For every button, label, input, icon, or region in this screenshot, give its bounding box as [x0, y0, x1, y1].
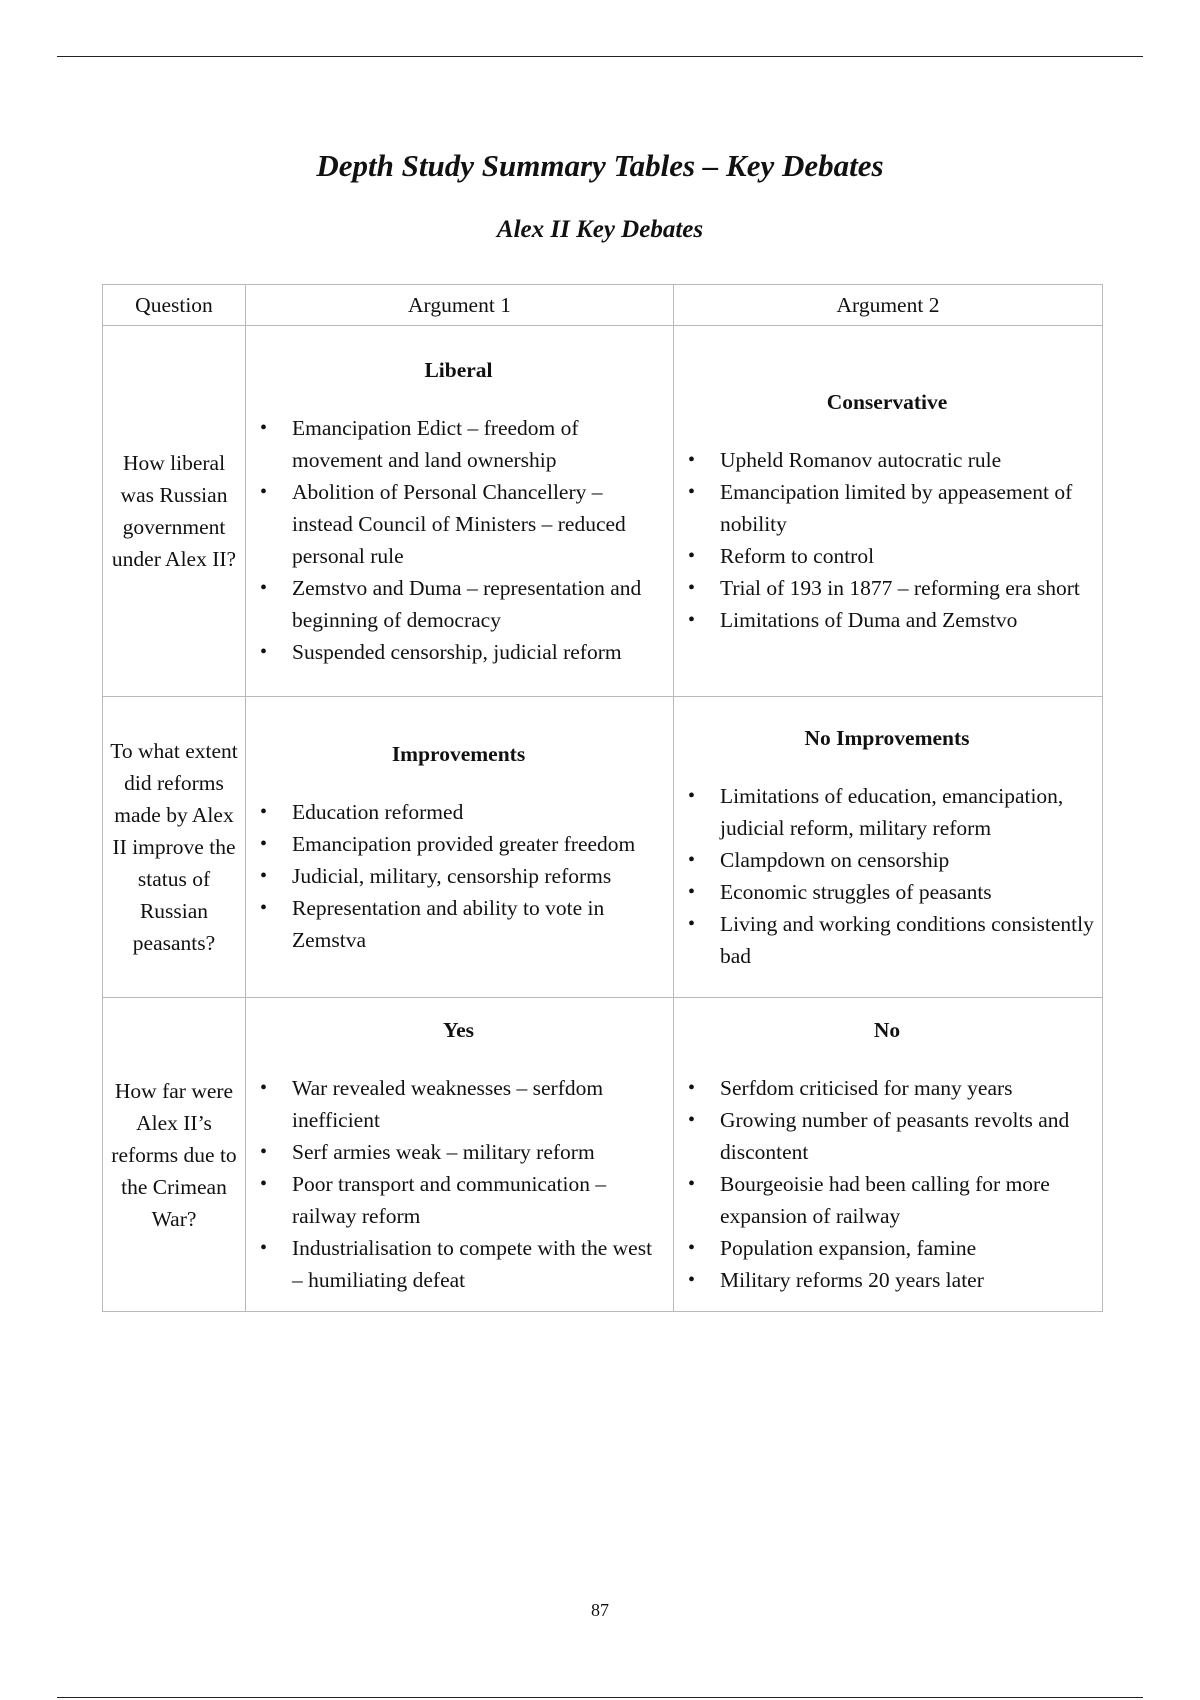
table-header-row: [103, 285, 1103, 326]
argument-heading: Conservative: [826, 390, 948, 414]
list-item: • Education reformed: [252, 796, 665, 828]
list-item: • Suspended censorship, judicial reform: [252, 636, 665, 668]
list-item: • Trial of 193 in 1877 – reforming era short: [680, 572, 1094, 604]
list-item: • Growing number of peasants revolts and discontent: [680, 1104, 1094, 1168]
page-subtitle: Alex II Key Debates: [496, 216, 704, 243]
argument-list: [252, 412, 665, 668]
argument-1-cell: [246, 697, 674, 998]
list-item: • Serf armies weak – military reform: [252, 1136, 665, 1168]
argument-1-cell: [246, 326, 674, 697]
list-item: • Emancipation provided greater freedom: [252, 828, 665, 860]
table-row: [103, 998, 1103, 1312]
list-item: • Poor transport and communication – railway reform: [252, 1168, 665, 1232]
list-item: • Serfdom criticised for many years: [680, 1072, 1094, 1104]
list-item: • Limitations of education, emancipation, judicial reform, military reform: [680, 780, 1094, 844]
question-cell: To what extent did reforms made by Alex II improve the status of Russian peasants?: [103, 697, 246, 998]
list-item: • Zemstvo and Duma – representation and beginning of democracy: [252, 572, 665, 636]
argument-heading: Yes: [442, 1017, 475, 1042]
argument-2-cell: [674, 697, 1103, 998]
column-header-argument-2: Argument 2: [674, 285, 1103, 326]
list-item: • Clampdown on censorship: [680, 844, 1094, 876]
argument-list: [680, 780, 1094, 972]
question-cell: How liberal was Russian government under Alex II?: [103, 326, 246, 697]
list-item: • Representation and ability to vote in Zemstva: [252, 892, 665, 956]
list-item: • War revealed weaknesses – serfdom inefficient: [252, 1072, 665, 1136]
column-header-argument-1: Argument 1: [246, 285, 674, 326]
list-item: • Population expansion, famine: [680, 1232, 1094, 1264]
argument-heading: No: [873, 1017, 901, 1042]
argument-2-cell: [674, 326, 1103, 697]
column-header-question: Question: [103, 285, 246, 326]
list-item: • Bourgeoisie had been calling for more expansion of railway: [680, 1168, 1094, 1232]
argument-list: [252, 796, 665, 956]
top-rule: [57, 56, 1143, 57]
key-debates-table: [102, 284, 1103, 1312]
table-row: [103, 697, 1103, 998]
argument-1-cell: [246, 998, 674, 1312]
list-item: • Emancipation limited by appeasement of nobility: [680, 476, 1094, 540]
list-item: • Upheld Romanov autocratic rule: [680, 444, 1094, 476]
list-item: • Judicial, military, censorship reforms: [252, 860, 665, 892]
list-item: • Military reforms 20 years later: [680, 1264, 1094, 1296]
list-item: • Reform to control: [680, 540, 1094, 572]
argument-list: [252, 1072, 665, 1296]
list-item: • Limitations of Duma and Zemstvo: [680, 604, 1094, 636]
list-item: • Living and working conditions consistently bad: [680, 908, 1094, 972]
bottom-rule: [57, 1697, 1143, 1698]
page-title: Depth Study Summary Tables – Key Debates: [316, 148, 884, 183]
list-item: • Economic struggles of peasants: [680, 876, 1094, 908]
question-cell: How far were Alex II’s reforms due to the Crimean War?: [103, 998, 246, 1312]
argument-list: [680, 1072, 1094, 1296]
argument-list: [680, 444, 1094, 636]
argument-heading: Improvements: [391, 742, 526, 766]
list-item: • Industrialisation to compete with the west – humiliating defeat: [252, 1232, 665, 1296]
argument-heading: Liberal: [424, 358, 493, 382]
argument-2-cell: [674, 998, 1103, 1312]
list-item: • Abolition of Personal Chancellery – instead Council of Ministers – reduced personal rule: [252, 476, 665, 572]
table-row: [103, 326, 1103, 697]
argument-heading: No Improvements: [804, 726, 970, 750]
page-number: 87: [591, 1600, 609, 1620]
list-item: • Emancipation Edict – freedom of movement and land ownership: [252, 412, 665, 476]
